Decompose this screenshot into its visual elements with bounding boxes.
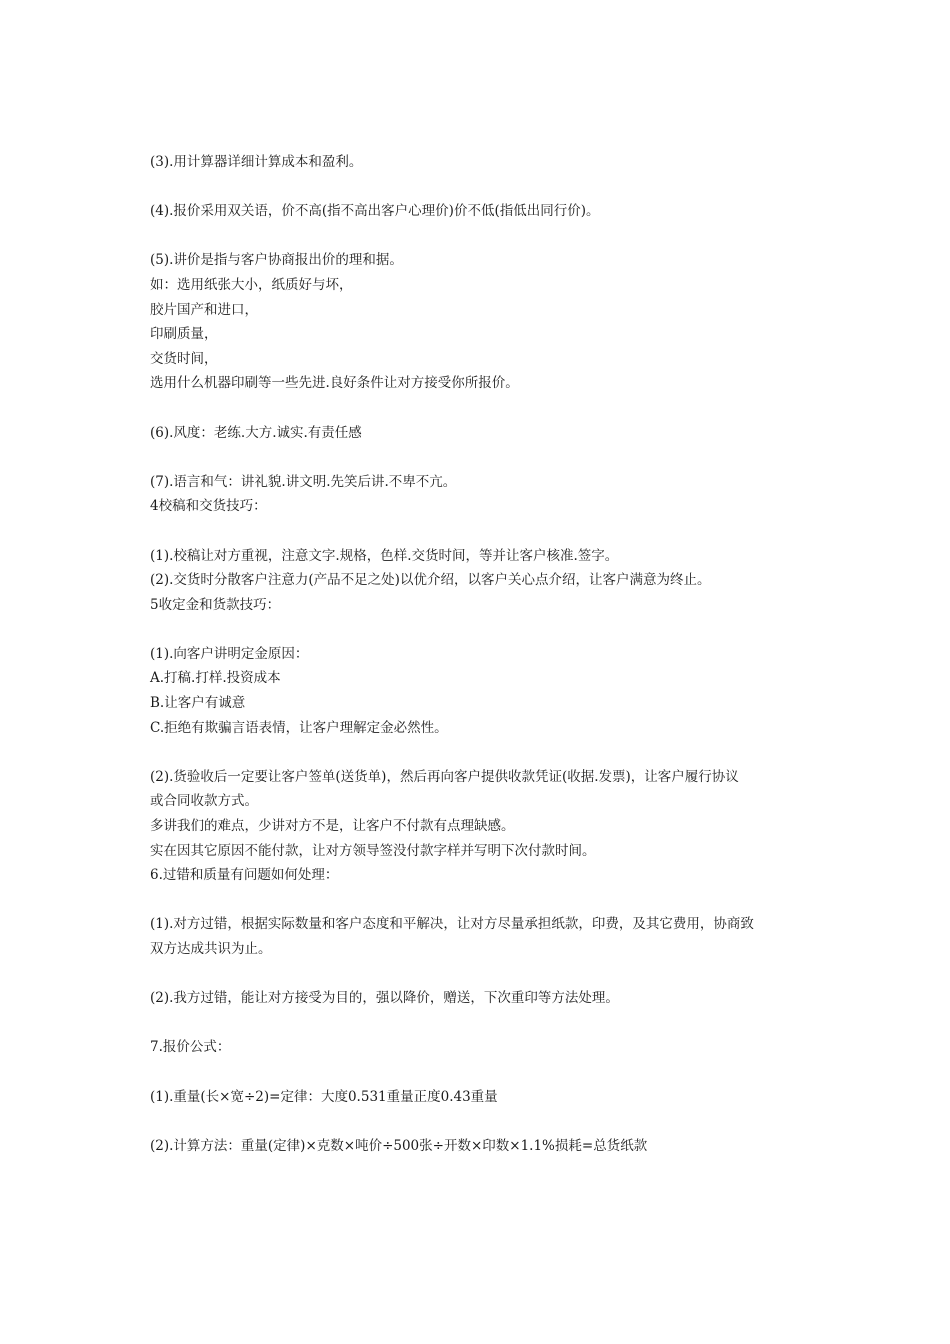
text-line: 如：选用纸张大小，纸质好与坏，: [150, 276, 353, 293]
blank-line: [150, 396, 810, 421]
blank-line: [150, 519, 810, 544]
text-line: (5).讲价是指与客户协商报出价的理和据。: [150, 252, 403, 269]
text-line: (1).重量(长×宽÷2)=定律：大度0.531重量正度0.43重量: [150, 1088, 498, 1105]
blank-line: [150, 1011, 810, 1036]
blank-line: [150, 175, 810, 200]
text-line: 胶片国产和进口，: [150, 301, 258, 318]
text-line: 选用什么机器印刷等一些先进.良好条件让对方接受你所报价。: [150, 375, 519, 392]
text-line: 印刷质量，: [150, 326, 218, 343]
text-line: (1).向客户讲明定金原因：: [150, 645, 309, 662]
text-line: C.拒绝有欺骗言语表情，让客户理解定金必然性。: [150, 719, 448, 736]
text-line: (6).风度：老练.大方.诚实.有责任感: [150, 424, 362, 441]
blank-line: [150, 445, 810, 470]
text-line: 交货时间，: [150, 350, 218, 367]
text-line: 双方达成共识为止。: [150, 941, 272, 957]
text-line: (2).我方过错，能让对方接受为目的，强以降价，赠送，下次重印等方法处理。: [150, 990, 619, 1007]
blank-line: [150, 1109, 810, 1134]
text-line: 或合同收款方式。: [150, 793, 258, 810]
blank-line: [150, 888, 810, 913]
text-line: (1).对方过错，根据实际数量和客户态度和平解决，让对方尽量承担纸款，印费，及其它费用，协商致: [150, 916, 754, 933]
text-line: (2).货验收后一定要让客户签单(送货单)，然后再向客户提供收款凭证(收据.发票)，让客户履行协议: [150, 768, 739, 785]
text-line: (2).计算方法：重量(定律)×克数×吨价÷500张÷开数×印数×1.1%损耗=总货纸款: [150, 1137, 648, 1154]
blank-line: [150, 1060, 810, 1085]
text-line: (1).校稿让对方重视，注意文字.规格，色样.交货时间，等并让客户核准.签字。: [150, 547, 619, 564]
text-line: (4).报价采用双关语，价不高(指不高出客户心理价)价不低(指低出同行价)。: [150, 203, 600, 220]
text-line: B.让客户有诚意: [150, 695, 246, 712]
text-line: (2).交货时分散客户注意力(产品不足之处)以优介绍，以客户关心点介绍，让客户满意为终止。: [150, 572, 711, 589]
text-line: (3).用计算器详细计算成本和盈利。: [150, 154, 363, 170]
section-heading: 4校稿和交货技巧：: [150, 498, 267, 515]
text-line: A.打稿.打样.投资成本: [150, 670, 281, 687]
blank-line: [150, 740, 810, 765]
section-heading: 7.报价公式：: [150, 1039, 231, 1056]
blank-line: [150, 224, 810, 249]
text-line: (7).语言和气：讲礼貌.讲文明.先笑后讲.不卑不亢。: [150, 473, 457, 490]
blank-line: [150, 617, 810, 642]
text-line: 实在因其它原因不能付款，让对方领导签没付款字样并写明下次付款时间。: [150, 842, 596, 859]
document-body: [150, 150, 810, 1158]
text-line: 多讲我们的难点，少讲对方不是，让客户不付款有点理缺感。: [150, 818, 515, 835]
section-heading: 6.过错和质量有问题如何处理：: [150, 867, 339, 884]
blank-line: [150, 962, 810, 987]
section-heading: 5收定金和货款技巧：: [150, 596, 281, 613]
